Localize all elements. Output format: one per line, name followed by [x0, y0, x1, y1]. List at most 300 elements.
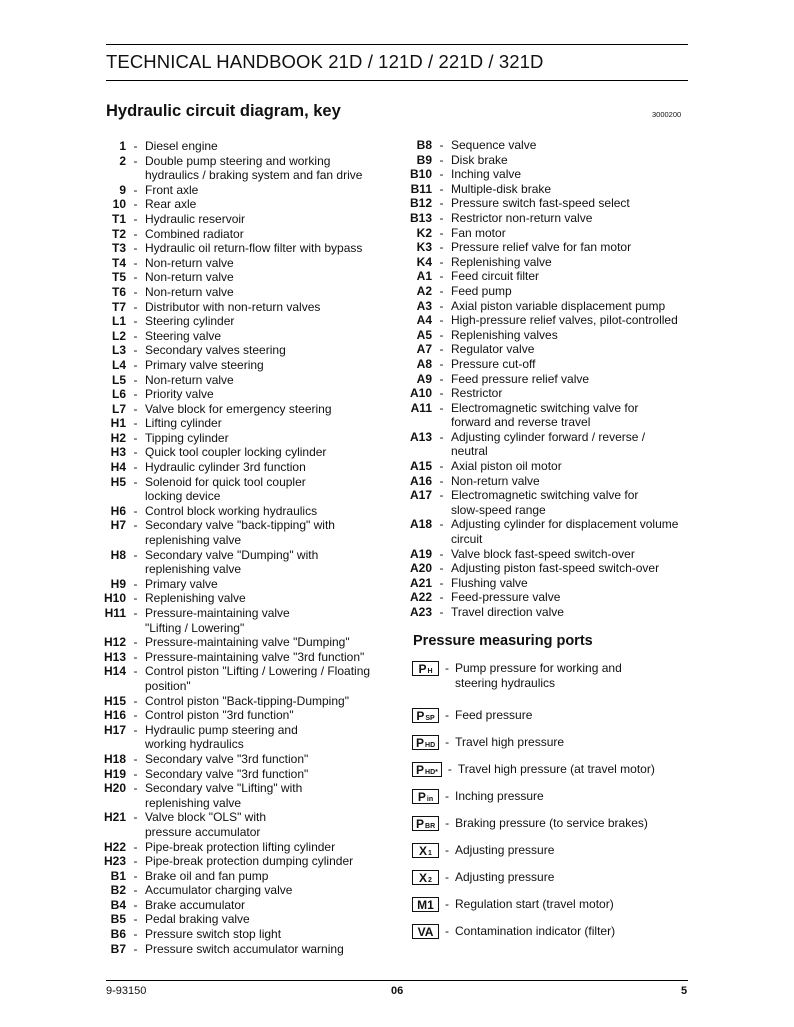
key-item — [402, 240, 702, 255]
key-code: H6 — [110, 503, 126, 518]
key-description: Valve block "OLS" with pressure accumulator — [145, 810, 267, 839]
key-code: B5 — [110, 912, 126, 927]
key-description: Multiple-disk brake — [451, 181, 552, 196]
key-dash: - — [133, 211, 138, 226]
key-item — [100, 664, 390, 693]
pressure-port — [412, 816, 648, 831]
key-code: B7 — [110, 941, 126, 956]
key-dash: - — [133, 387, 138, 402]
key-dash: - — [133, 182, 138, 197]
key-description: Restrictor — [451, 386, 503, 401]
key-dash: - — [133, 518, 138, 533]
key-dash: - — [133, 299, 138, 314]
pressure-port — [412, 924, 615, 939]
key-item — [100, 606, 390, 635]
key-item — [402, 167, 702, 182]
key-description: Pipe-break protection dumping cylinder — [145, 854, 354, 869]
key-code: K4 — [416, 254, 432, 269]
key-item — [100, 212, 390, 227]
key-item — [402, 269, 702, 284]
key-description: Secondary valve "3rd function" — [145, 766, 309, 781]
key-code: H2 — [110, 430, 126, 445]
key-dash: - — [439, 181, 444, 196]
key-description: Pipe-break protection lifting cylinder — [145, 839, 336, 854]
key-description: Non-return valve — [451, 473, 540, 488]
key-dash: - — [133, 897, 138, 912]
key-dash: - — [133, 912, 138, 927]
key-code: A23 — [409, 605, 432, 619]
key-item — [100, 227, 390, 242]
port-description: Inching pressure — [455, 789, 544, 803]
key-dash: - — [133, 766, 138, 781]
key-item — [100, 898, 390, 913]
footer-doc-number: 9-93150 — [106, 985, 147, 997]
key-description: Pressure switch accumulator warning — [145, 941, 344, 956]
key-item — [100, 854, 390, 869]
key-item — [100, 912, 390, 927]
port-description: Pump pressure for working and steering hydraulics — [455, 661, 622, 690]
key-item — [100, 402, 390, 417]
key-item — [402, 357, 702, 372]
port-dash: - — [447, 762, 452, 776]
key-dash: - — [133, 153, 138, 168]
key-dash: - — [133, 927, 138, 942]
key-item — [100, 927, 390, 942]
key-dash: - — [133, 606, 138, 620]
port-dash: - — [445, 661, 449, 675]
key-item — [100, 241, 390, 256]
key-item — [402, 605, 702, 620]
key-item — [402, 211, 702, 226]
key-description: Adjusting cylinder forward / reverse / neutral — [451, 429, 646, 459]
port-dash: - — [445, 924, 449, 938]
key-description: Hydraulic reservoir — [145, 211, 246, 226]
key-description: Pressure-maintaining valve "Lifting / Lowering" — [145, 606, 290, 635]
key-item — [100, 869, 390, 884]
key-dash: - — [133, 430, 138, 445]
key-description: Feed circuit filter — [451, 269, 540, 284]
key-code: H9 — [110, 576, 126, 591]
key-description: Inching valve — [451, 167, 522, 182]
key-description: Double pump steering and working hydraulics / braking system and fan drive — [145, 153, 363, 183]
key-item — [100, 183, 390, 198]
port-dash: - — [445, 897, 449, 911]
pressure-port — [412, 789, 544, 804]
key-description: Pressure cut-off — [451, 356, 536, 371]
key-dash: - — [133, 941, 138, 956]
port-dash: - — [445, 735, 450, 749]
key-dash: - — [439, 269, 444, 284]
key-code: L2 — [111, 328, 126, 343]
key-code: H19 — [103, 766, 126, 781]
key-item — [402, 401, 702, 430]
key-description: Secondary valve "Lifting" with replenishing valve — [145, 781, 303, 810]
key-code: B12 — [409, 196, 432, 211]
key-dash: - — [133, 270, 138, 285]
key-dash: - — [133, 883, 138, 898]
key-code: H14 — [103, 664, 126, 679]
key-description: Replenishing valves — [451, 327, 558, 342]
key-dash: - — [133, 708, 138, 723]
key-code: A4 — [416, 313, 432, 328]
port-dash: - — [445, 816, 450, 830]
key-item — [100, 518, 390, 547]
key-code: H3 — [110, 445, 126, 460]
port-symbol: P — [416, 762, 425, 777]
key-dash: - — [439, 371, 444, 386]
pressure-port — [412, 661, 622, 691]
key-dash: - — [133, 241, 138, 256]
port-symbol-box — [412, 870, 439, 885]
key-item — [402, 284, 702, 299]
port-dash: - — [445, 789, 449, 803]
key-code: T7 — [111, 299, 126, 314]
key-item — [402, 488, 702, 517]
key-description: Primary valve — [145, 576, 218, 591]
key-code: L4 — [111, 357, 126, 372]
key-item — [402, 182, 702, 197]
port-subscript: HD — [425, 742, 436, 749]
key-item — [100, 650, 390, 665]
key-item — [402, 313, 702, 328]
pressure-port — [412, 870, 554, 885]
port-dash: - — [445, 708, 449, 722]
key-dash: - — [439, 605, 444, 619]
key-code: A3 — [416, 298, 432, 313]
key-dash: - — [133, 868, 138, 883]
key-item — [402, 328, 702, 343]
key-code: 2 — [119, 153, 126, 168]
key-description: Regulator valve — [451, 342, 535, 357]
key-item — [100, 358, 390, 373]
key-description: Non-return valve — [145, 284, 234, 299]
key-description: Pressure-maintaining valve "3rd function" — [145, 649, 365, 664]
port-description: Travel high pressure — [455, 735, 565, 749]
key-description: Non-return valve — [145, 255, 234, 270]
port-description: Travel high pressure (at travel motor) — [457, 762, 655, 776]
key-description: Hydraulic cylinder 3rd function — [145, 460, 306, 475]
key-code: H16 — [103, 708, 126, 723]
key-description: Pressure switch stop light — [145, 927, 282, 942]
key-code: H10 — [103, 591, 126, 606]
key-code: A8 — [416, 356, 432, 371]
key-code: K3 — [416, 240, 432, 255]
header-underline — [106, 80, 688, 81]
key-description: Non-return valve — [145, 372, 234, 387]
key-dash: - — [133, 591, 138, 606]
key-dash: - — [439, 488, 444, 503]
port-symbol-box — [412, 661, 439, 676]
key-item — [100, 942, 390, 957]
footer-rule — [106, 980, 688, 981]
key-dash: - — [133, 854, 138, 869]
key-description: Diesel engine — [145, 139, 218, 153]
key-item — [100, 300, 390, 315]
port-subscript: SP — [425, 715, 435, 722]
key-description: Secondary valves steering — [145, 343, 286, 358]
key-description: Secondary valve "Dumping" with replenishing valve — [145, 547, 319, 577]
key-description: Control piston "Lifting / Lowering / Floating position" — [145, 664, 371, 693]
key-description: Brake oil and fan pump — [145, 868, 269, 883]
key-item — [402, 196, 702, 211]
key-dash: - — [439, 152, 444, 167]
key-code: T6 — [111, 284, 126, 299]
key-dash: - — [439, 590, 444, 605]
key-description: Pedal braking valve — [145, 912, 250, 927]
footer-chapter: 06 — [391, 985, 404, 997]
key-description: Feed-pressure valve — [451, 590, 561, 605]
key-dash: - — [439, 342, 444, 357]
key-description: Control piston "Back-tipping-Dumping" — [145, 693, 349, 708]
key-item — [100, 329, 390, 344]
key-item — [402, 561, 702, 576]
key-code: B1 — [110, 868, 126, 883]
key-item — [402, 459, 702, 474]
key-dash: - — [133, 343, 138, 358]
port-symbol-box — [412, 924, 439, 939]
key-item — [402, 474, 702, 489]
key-dash: - — [133, 314, 138, 329]
key-item — [100, 197, 390, 212]
port-symbol-box — [412, 708, 439, 723]
port-subscript: 1 — [428, 850, 432, 857]
ports-title: Pressure measuring ports — [413, 633, 593, 649]
key-code: A1 — [416, 269, 432, 284]
key-dash: - — [133, 781, 138, 796]
key-dash: - — [133, 722, 138, 737]
key-item — [402, 430, 702, 459]
pressure-port — [412, 735, 564, 750]
key-dash: - — [439, 283, 444, 298]
port-description: Adjusting pressure — [455, 870, 555, 884]
key-code: A5 — [416, 327, 432, 342]
key-code: B8 — [416, 138, 432, 152]
key-item — [402, 517, 702, 546]
key-item — [100, 810, 390, 839]
key-description: Non-return valve — [145, 270, 234, 285]
key-item — [402, 255, 702, 270]
key-code: 1 — [119, 139, 126, 153]
key-description: Pressure switch fast-speed select — [451, 196, 630, 211]
key-dash: - — [439, 196, 444, 211]
key-code: L1 — [111, 314, 126, 329]
port-symbol: X — [419, 843, 428, 858]
key-dash: - — [439, 575, 444, 590]
key-item — [402, 547, 702, 562]
key-item — [100, 883, 390, 898]
key-code: H18 — [103, 751, 126, 766]
key-description: Hydraulic pump steering and working hydraulics — [145, 722, 298, 752]
key-code: H22 — [103, 839, 126, 854]
key-dash: - — [133, 372, 138, 387]
key-code: H15 — [103, 693, 126, 708]
key-item — [100, 708, 390, 723]
key-description: Distributor with non-return valves — [145, 299, 321, 314]
key-description: Brake accumulator — [145, 897, 246, 912]
key-item — [100, 723, 390, 752]
key-item — [100, 285, 390, 300]
key-description: Electromagnetic switching valve for slow-speed range — [451, 488, 639, 517]
key-item — [100, 635, 390, 650]
key-dash: - — [133, 460, 138, 475]
key-code: A21 — [409, 575, 432, 590]
key-code: A7 — [416, 342, 432, 357]
key-dash: - — [439, 254, 444, 269]
key-code: A20 — [409, 561, 432, 576]
key-code: A11 — [410, 400, 432, 415]
key-description: Adjusting cylinder for displacement volume circuit — [451, 517, 679, 547]
key-dash: - — [439, 225, 444, 240]
key-description: Steering cylinder — [145, 314, 235, 329]
key-item — [100, 475, 390, 504]
port-symbol-box — [412, 843, 439, 858]
key-description: Axial piston variable displacement pump — [451, 298, 666, 313]
port-symbol: P — [416, 708, 425, 723]
key-dash: - — [133, 839, 138, 854]
key-code: H13 — [103, 649, 126, 664]
key-dash: - — [439, 138, 444, 152]
key-item — [100, 270, 390, 285]
port-symbol: P — [416, 735, 425, 750]
key-code: B10 — [409, 167, 432, 182]
key-code: B4 — [110, 897, 126, 912]
pressure-port — [412, 708, 532, 723]
key-code: A9 — [416, 371, 432, 386]
key-item — [100, 752, 390, 767]
key-dash: - — [439, 400, 444, 415]
key-description: Replenishing valve — [451, 254, 552, 269]
key-description: Priority valve — [145, 387, 214, 402]
port-subscript: HD* — [425, 769, 438, 776]
key-description: Travel direction valve — [451, 605, 564, 619]
key-code: H20 — [103, 781, 126, 796]
key-dash: - — [439, 517, 444, 532]
key-dash: - — [439, 240, 444, 255]
key-item — [100, 343, 390, 358]
key-item — [100, 256, 390, 271]
port-symbol: M1 — [417, 897, 434, 912]
key-dash: - — [133, 576, 138, 591]
key-item — [100, 591, 390, 606]
handbook-title: TECHNICAL HANDBOOK 21D / 121D / 221D / 321D — [106, 51, 544, 72]
key-item — [402, 299, 702, 314]
key-code: T3 — [111, 241, 126, 256]
key-code: B11 — [410, 181, 432, 196]
key-dash: - — [439, 429, 444, 444]
key-code: H11 — [104, 606, 126, 620]
key-description: Primary valve steering — [145, 357, 264, 372]
key-code: L3 — [111, 343, 126, 358]
port-description: Contamination indicator (filter) — [455, 924, 616, 938]
key-code: T1 — [111, 211, 126, 226]
key-item — [100, 445, 390, 460]
port-symbol: VA — [417, 924, 434, 939]
key-dash: - — [133, 810, 138, 825]
pressure-port — [412, 843, 554, 858]
port-symbol-box — [412, 816, 439, 831]
key-dash: - — [133, 401, 138, 416]
pressure-port — [412, 897, 614, 912]
key-dash: - — [439, 546, 444, 561]
port-symbol: P — [416, 816, 425, 831]
key-dash: - — [133, 547, 138, 562]
key-description: High-pressure relief valves, pilot-controlled — [451, 313, 678, 328]
key-description: Lifting cylinder — [145, 416, 222, 431]
key-dash: - — [133, 693, 138, 708]
key-dash: - — [133, 503, 138, 518]
key-item — [100, 694, 390, 709]
key-dash: - — [439, 210, 444, 225]
footer-page-number: 5 — [681, 985, 688, 997]
key-dash: - — [439, 298, 444, 313]
key-description: Front axle — [145, 182, 199, 197]
port-symbol-box — [412, 897, 439, 912]
key-code: T5 — [111, 270, 126, 285]
key-code: B9 — [416, 152, 432, 167]
key-dash: - — [439, 327, 444, 342]
key-item — [100, 154, 390, 183]
key-code: A10 — [409, 386, 432, 401]
key-description: Steering valve — [145, 328, 222, 343]
key-dash: - — [133, 416, 138, 431]
key-dash: - — [133, 226, 138, 241]
key-item — [402, 590, 702, 605]
key-code: B6 — [110, 927, 126, 942]
key-item — [100, 577, 390, 592]
port-symbol: X — [419, 870, 428, 885]
key-dash: - — [439, 313, 444, 328]
key-list-left — [100, 139, 390, 956]
key-code: H12 — [103, 635, 126, 650]
key-dash: - — [133, 474, 138, 489]
key-description: Axial piston oil motor — [451, 459, 562, 474]
key-item — [100, 460, 390, 475]
key-item — [100, 504, 390, 519]
port-symbol: P — [418, 661, 427, 676]
port-subscript: BR — [425, 823, 436, 830]
key-description: Secondary valve "back-tipping" with replenishing valve — [145, 518, 335, 548]
key-item — [100, 548, 390, 577]
key-code: H7 — [110, 518, 126, 533]
key-code: B13 — [409, 210, 432, 225]
key-item — [100, 373, 390, 388]
key-dash: - — [439, 356, 444, 371]
key-description: Hydraulic oil return-flow filter with bypass — [145, 241, 363, 256]
key-description: Pressure relief valve for fan motor — [451, 240, 632, 255]
key-code: T4 — [111, 255, 126, 270]
key-item — [100, 314, 390, 329]
key-description: Disk brake — [451, 152, 508, 167]
key-description: Feed pressure relief valve — [451, 371, 590, 386]
key-dash: - — [133, 284, 138, 299]
port-symbol: P — [417, 789, 426, 804]
port-symbol-box — [412, 789, 439, 804]
key-description: Accumulator charging valve — [145, 883, 293, 898]
key-code: A2 — [416, 283, 432, 298]
pressure-port — [412, 762, 655, 777]
key-description: Flushing valve — [451, 575, 528, 590]
key-dash: - — [133, 649, 138, 664]
key-code: H23 — [103, 854, 126, 869]
key-description: Tipping cylinder — [145, 430, 229, 445]
key-dash: - — [133, 197, 138, 212]
port-subscript: 2 — [428, 877, 432, 884]
key-item — [100, 139, 390, 154]
key-description: Electromagnetic switching valve for forward and reverse travel — [451, 400, 639, 430]
key-description: Pressure-maintaining valve "Dumping" — [145, 635, 350, 650]
key-description: Sequence valve — [451, 138, 537, 152]
key-code: L7 — [111, 401, 126, 416]
